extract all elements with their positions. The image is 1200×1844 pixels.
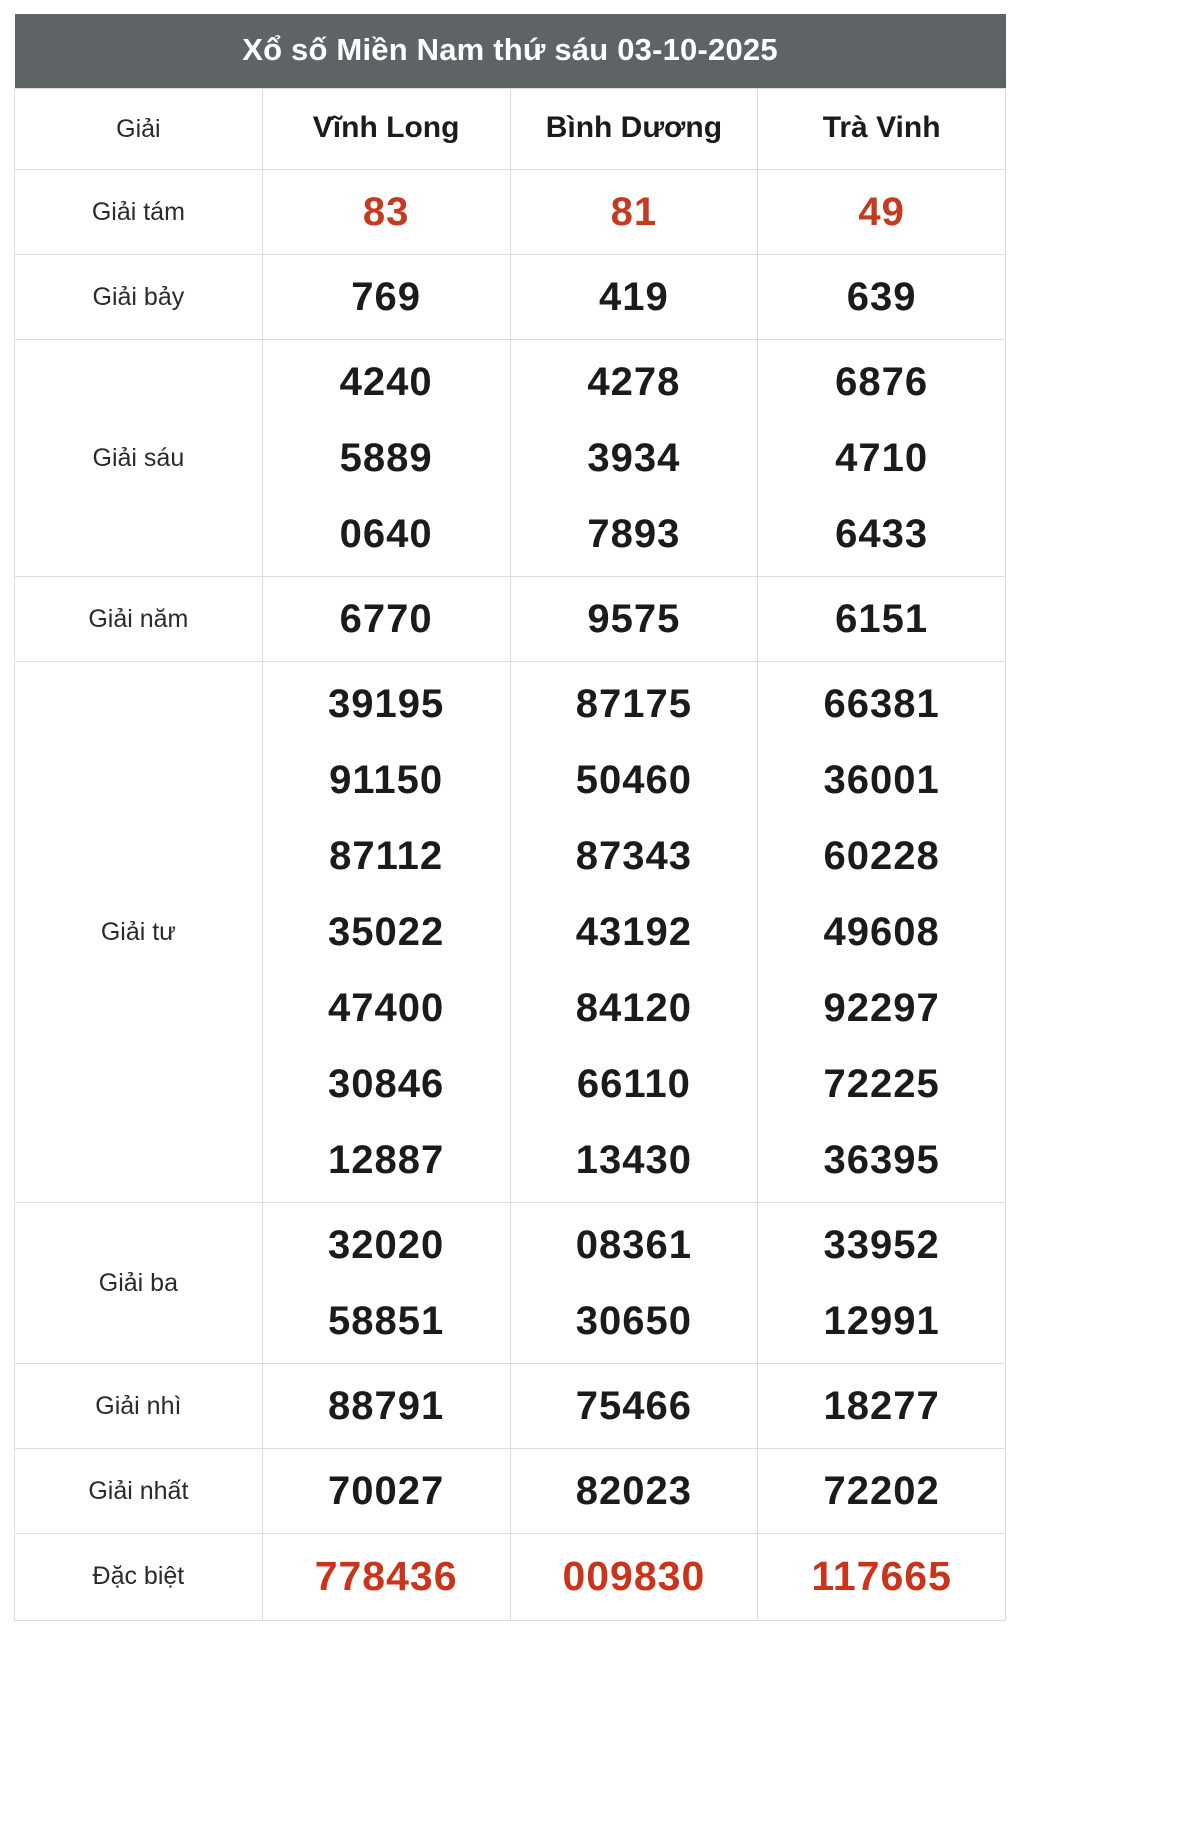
lottery-number: 50460	[575, 758, 692, 802]
column-header-prize: Giải	[15, 89, 263, 170]
number-stack	[758, 174, 1005, 250]
lottery-number: 4278	[587, 360, 681, 404]
table-row	[15, 1364, 1006, 1449]
lottery-number: 419	[599, 275, 669, 319]
table-row	[15, 340, 1006, 577]
prize-numbers-cell	[510, 1534, 758, 1621]
lottery-number: 36395	[823, 1138, 940, 1182]
number-stack	[758, 581, 1005, 657]
number-stack	[263, 1368, 510, 1444]
lottery-number: 639	[846, 275, 917, 319]
number-stack	[263, 344, 510, 572]
number-stack	[263, 174, 510, 250]
table-row	[15, 577, 1006, 662]
prize-numbers-cell	[510, 340, 758, 577]
lottery-number: 769	[351, 275, 421, 319]
lottery-number: 83	[362, 190, 410, 234]
lottery-number: 30846	[328, 1062, 445, 1106]
number-stack	[263, 1538, 510, 1616]
lottery-number: 009830	[562, 1553, 706, 1599]
number-stack	[511, 1207, 758, 1359]
lottery-number: 6151	[835, 597, 929, 641]
prize-label: Giải sáu	[15, 340, 263, 577]
lottery-number: 66381	[823, 682, 940, 726]
number-stack	[511, 1453, 758, 1529]
number-stack	[511, 259, 758, 335]
table-row	[15, 255, 1006, 340]
prize-numbers-cell	[262, 340, 510, 577]
table-row	[15, 1534, 1006, 1621]
lottery-number: 117665	[811, 1553, 952, 1599]
prize-numbers-cell	[758, 1364, 1006, 1449]
lottery-number: 6876	[835, 360, 929, 404]
table-row	[15, 170, 1006, 255]
lottery-number: 5889	[339, 436, 433, 480]
prize-label: Giải bảy	[15, 255, 263, 340]
prize-numbers-cell	[758, 255, 1006, 340]
number-stack	[758, 1538, 1005, 1616]
prize-numbers-cell	[510, 662, 758, 1203]
number-stack	[758, 666, 1005, 1198]
lottery-number: 92297	[823, 986, 940, 1030]
number-stack	[758, 1368, 1005, 1444]
left-margin	[0, 0, 14, 1844]
prize-numbers-cell	[758, 170, 1006, 255]
prize-numbers-cell	[262, 577, 510, 662]
lottery-number: 35022	[328, 910, 445, 954]
number-stack	[263, 1207, 510, 1359]
table-title-row	[15, 14, 1006, 89]
table-row	[15, 662, 1006, 1203]
lottery-number: 778436	[314, 1553, 458, 1599]
table-row	[15, 1449, 1006, 1534]
number-stack	[511, 666, 758, 1198]
lottery-number: 60228	[823, 834, 940, 878]
prize-label: Đặc biệt	[15, 1534, 263, 1621]
number-stack	[511, 1538, 758, 1616]
prize-numbers-cell	[262, 662, 510, 1203]
lottery-number: 32020	[328, 1223, 445, 1267]
prize-numbers-cell	[758, 1449, 1006, 1534]
lottery-number: 88791	[328, 1384, 445, 1428]
lottery-number: 13430	[575, 1138, 692, 1182]
number-stack	[263, 666, 510, 1198]
lottery-number: 3934	[587, 436, 681, 480]
number-stack	[263, 1453, 510, 1529]
number-stack	[758, 1207, 1005, 1359]
table-row	[15, 1203, 1006, 1364]
prize-label: Giải ba	[15, 1203, 263, 1364]
lottery-table-container	[14, 14, 1186, 1621]
number-stack	[511, 344, 758, 572]
lottery-number: 72202	[823, 1469, 940, 1513]
lottery-number: 12991	[823, 1299, 940, 1343]
lottery-number: 43192	[575, 910, 692, 954]
lottery-number: 6770	[339, 597, 433, 641]
prize-numbers-cell	[262, 1449, 510, 1534]
prize-numbers-cell	[758, 577, 1006, 662]
lottery-number: 49	[858, 190, 905, 234]
number-stack	[263, 581, 510, 657]
number-stack	[758, 1453, 1005, 1529]
column-header-province: Vĩnh Long	[262, 89, 510, 170]
lottery-number: 30650	[575, 1299, 692, 1343]
number-stack	[511, 581, 758, 657]
prize-numbers-cell	[510, 1449, 758, 1534]
prize-label: Giải nhì	[15, 1364, 263, 1449]
number-stack	[511, 1368, 758, 1444]
lottery-number: 87112	[329, 834, 444, 878]
lottery-number: 84120	[575, 986, 692, 1030]
lottery-number: 0640	[339, 512, 433, 556]
lottery-number: 81	[610, 190, 658, 234]
lottery-number: 36001	[823, 758, 940, 802]
prize-numbers-cell	[262, 255, 510, 340]
prize-label: Giải tư	[15, 662, 263, 1203]
lottery-number: 39195	[328, 682, 445, 726]
prize-numbers-cell	[758, 1203, 1006, 1364]
lottery-results-table	[14, 14, 1006, 1621]
prize-numbers-cell	[510, 1364, 758, 1449]
prize-numbers-cell	[510, 577, 758, 662]
prize-label: Giải tám	[15, 170, 263, 255]
column-header-province: Bình Dương	[510, 89, 758, 170]
lottery-number: 70027	[328, 1469, 445, 1513]
lottery-number: 08361	[575, 1223, 692, 1267]
lottery-number: 91150	[329, 758, 444, 802]
prize-numbers-cell	[262, 1364, 510, 1449]
prize-label: Giải năm	[15, 577, 263, 662]
number-stack	[511, 174, 758, 250]
lottery-number: 33952	[823, 1223, 940, 1267]
prize-numbers-cell	[510, 255, 758, 340]
prize-numbers-cell	[262, 1203, 510, 1364]
lottery-number: 87175	[575, 682, 692, 726]
page-title: Xổ số Miền Nam thứ sáu 03-10-2025	[15, 14, 1006, 89]
prize-numbers-cell	[758, 340, 1006, 577]
lottery-number: 18277	[823, 1384, 940, 1428]
number-stack	[263, 259, 510, 335]
lottery-number: 12887	[328, 1138, 445, 1182]
lottery-number: 75466	[575, 1384, 692, 1428]
prize-numbers-cell	[510, 1203, 758, 1364]
lottery-number: 87343	[575, 834, 692, 878]
prize-label: Giải nhất	[15, 1449, 263, 1534]
right-margin	[1186, 0, 1200, 1844]
prize-numbers-cell	[758, 1534, 1006, 1621]
lottery-number: 47400	[328, 986, 445, 1030]
number-stack	[758, 344, 1005, 572]
lottery-number: 49608	[823, 910, 940, 954]
lottery-number: 72225	[823, 1062, 940, 1106]
lottery-number: 4240	[339, 360, 433, 404]
prize-numbers-cell	[510, 170, 758, 255]
lottery-number: 4710	[835, 436, 929, 480]
province-header-row	[15, 89, 1006, 170]
prize-numbers-cell	[262, 1534, 510, 1621]
prize-numbers-cell	[262, 170, 510, 255]
column-header-province: Trà Vinh	[758, 89, 1006, 170]
lottery-number: 6433	[835, 512, 929, 556]
lottery-number: 66110	[576, 1062, 691, 1106]
prize-numbers-cell	[758, 662, 1006, 1203]
lottery-number: 7893	[587, 512, 681, 556]
number-stack	[758, 259, 1005, 335]
lottery-number: 82023	[575, 1469, 692, 1513]
lottery-number: 9575	[587, 597, 681, 641]
lottery-number: 58851	[328, 1299, 445, 1343]
